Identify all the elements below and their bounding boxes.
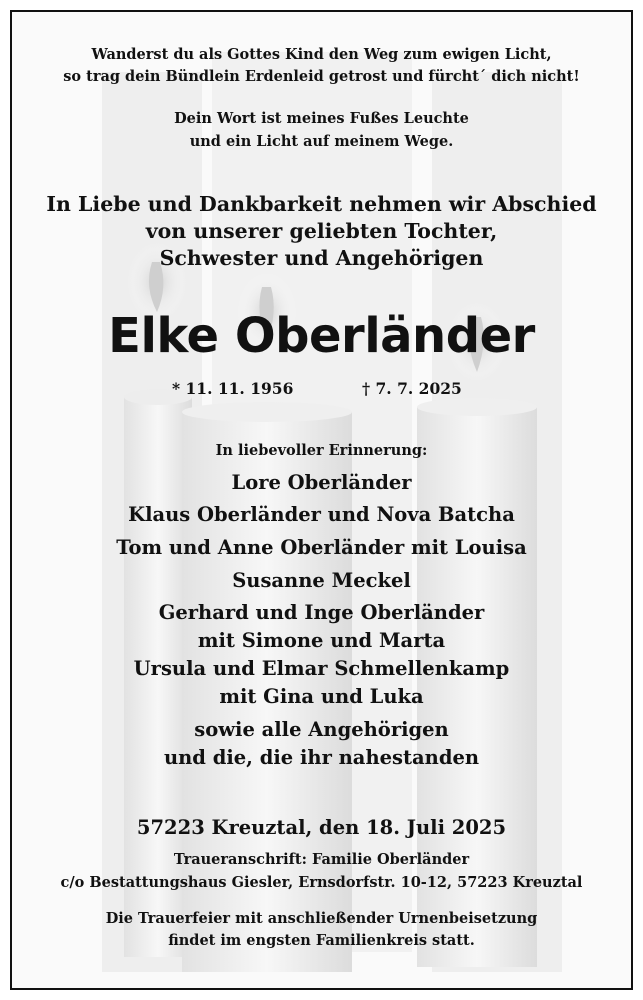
funeral-line-1: Die Trauerfeier mit anschließender Urnenbeisetzung [105,910,538,927]
bible-verse-line-1: Dein Wort ist meines Fußes Leuchte [174,110,469,127]
deceased-name: Elke Oberländer [108,308,535,364]
death-date: † 7. 7. 2025 [362,379,462,398]
obituary-frame [10,10,633,990]
mourner-line: und die, die ihr nahestanden [163,746,480,769]
intro-line-3: Schwester und Angehörigen [159,246,484,270]
mourner-line: Tom und Anne Oberländer mit Louisa [116,536,527,559]
address-line-1: Traueranschrift: Familie Oberländer [173,851,470,868]
intro-line-1: In Liebe und Dankbarkeit nehmen wir Abschied [46,192,597,216]
mourner-line: mit Simone und Marta [197,629,446,652]
obituary-content [12,12,631,988]
place-and-date: 57223 Kreuztal, den 18. Juli 2025 [136,816,507,839]
mourner-line: Lore Oberländer [231,471,412,494]
verse-line-2: so trag dein Bündlein Erdenleid getrost und fürcht´ dich nicht! [63,68,580,85]
mourner-line: Gerhard und Inge Oberländer [158,601,485,624]
funeral-line-2: findet im engsten Familienkreis statt. [168,932,475,949]
birth-date: * 11. 11. 1956 [172,379,294,398]
mourners-heading: In liebevoller Erinnerung: [215,442,428,459]
verse-line-1: Wanderst du als Gottes Kind den Weg zum ewigen Licht, [91,46,552,63]
mourner-line: mit Gina und Luka [219,685,424,708]
intro-line-2: von unserer geliebten Tochter, [145,219,498,243]
address-line-2: c/o Bestattungshaus Giesler, Ernsdorfstr. 10-12, 57223 Kreuztal [60,874,583,891]
mourner-line: Ursula und Elmar Schmellenkamp [133,657,510,680]
mourner-line: Susanne Meckel [232,569,411,592]
mourner-line: Klaus Oberländer und Nova Batcha [128,503,515,526]
mourner-line: sowie alle Angehörigen [194,718,449,741]
bible-verse-line-2: und ein Licht auf meinem Wege. [189,133,454,150]
